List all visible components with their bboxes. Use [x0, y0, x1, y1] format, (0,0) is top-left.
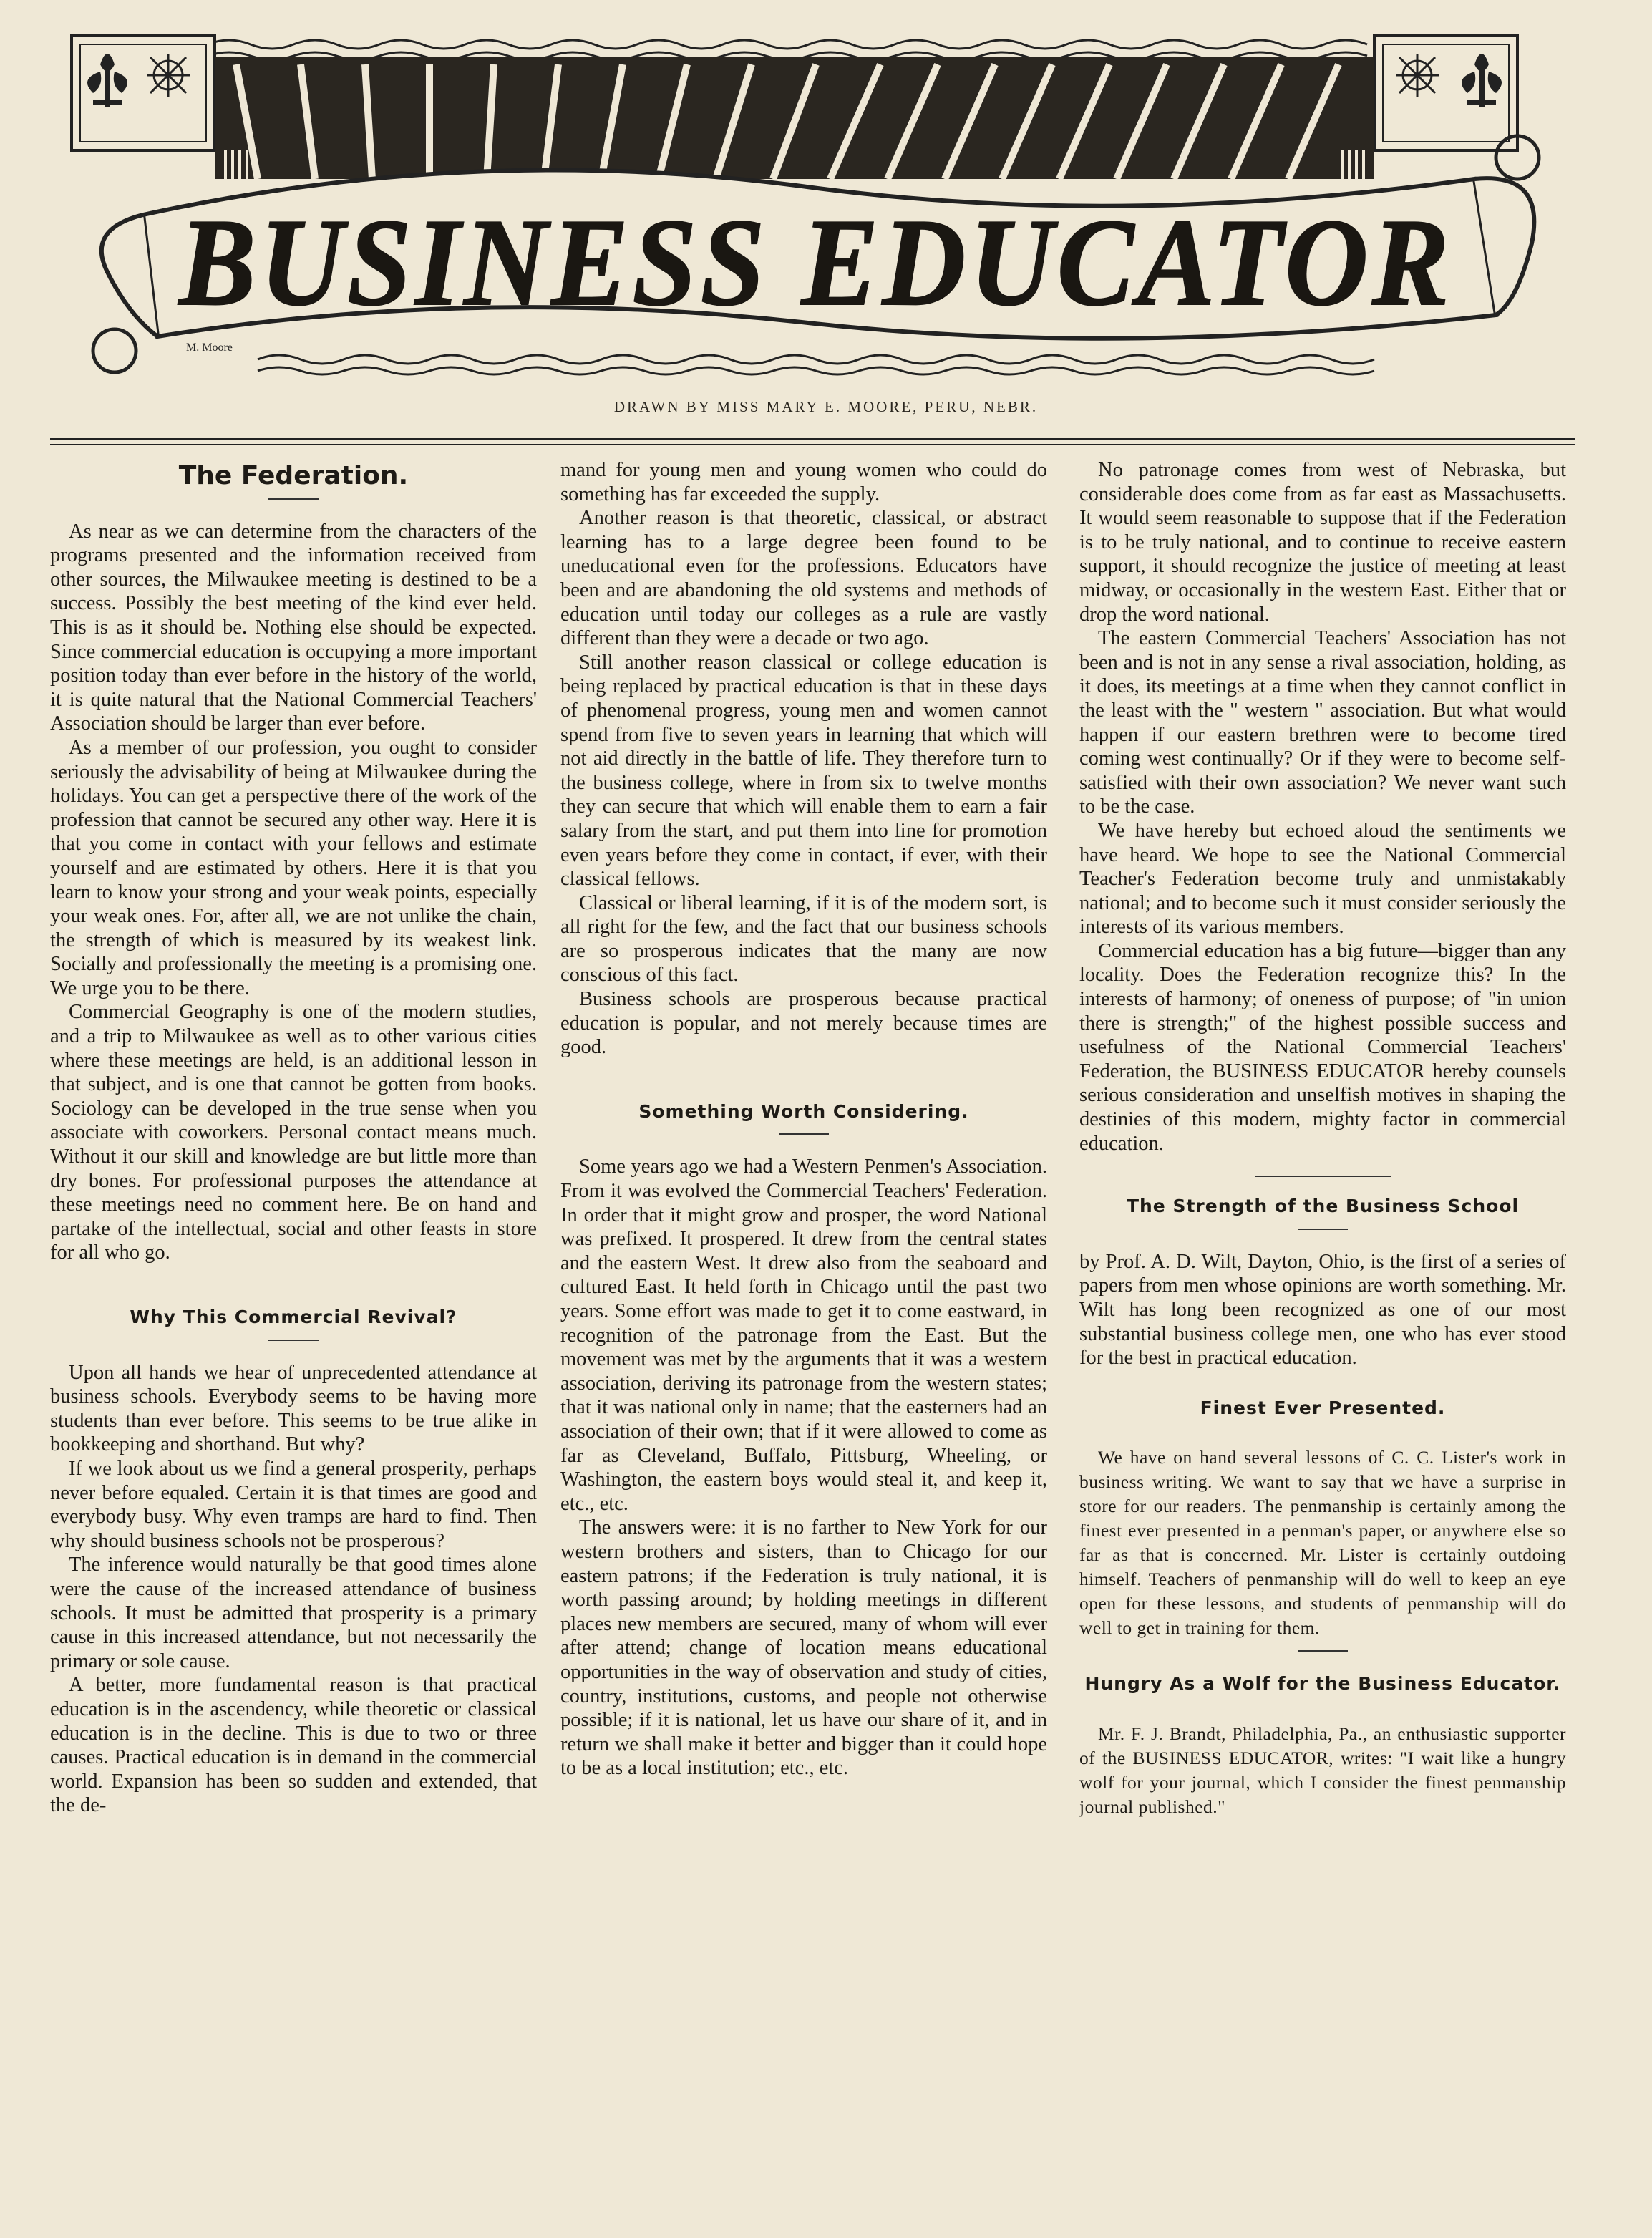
left-ornament-panel: [72, 36, 215, 150]
header-rule: [50, 438, 1575, 440]
paragraph: We have on hand several lessons of C. C. Lister's work in business writing. We want to say that we have a surprise in store for our readers. The penmanship is certainly among the finest ever presented in a penman's paper, or anywhere else so far as that is concerned. Mr. Lister is certainly outdoing himself. Teachers of penmanship will do well to keep an eye open for these lessons, and students of penmanship will do well to get in training for them.: [1079, 1447, 1566, 1639]
chain-border-top: [208, 40, 1367, 59]
paragraph: Upon all hands we hear of unprecedented attendance at business schools. Everybody seems to be having more students than ever before. This seems to be true alike in bookkeeping and shorthand. But why?: [50, 1361, 537, 1456]
paragraph: by Prof. A. D. Wilt, Dayton, Ohio, is the first of a series of papers from men whose opinions are worth something. Mr. Wilt has long been recognized as one of our most substantial business college men, one who has ever stood for the best in practical education.: [1079, 1250, 1566, 1370]
section-heading-finest: Finest Ever Presented.: [1200, 1397, 1446, 1418]
paragraph: A better, more fundamental reason is that practical education is in the ascendency, while theoretic or classical education is in the decline. This is due to two or three causes. Practical education is in demand in the commercial world. Expansion has been so sudden and extended, that the de-: [50, 1674, 537, 1817]
paragraph: The eastern Commercial Teachers' Association has not been and is not in any sense a rival association, holding, as it does, its meetings at a time when they cannot conflict in the least with the " western " association. But what would happen if our eastern brethren were to become tired coming west continually? Or if they were to become self-satisfied with their own association? We never want such to be the case.: [1079, 627, 1566, 818]
section-heading-hungry: Hungry As a Wolf for the Business Educator.: [1084, 1673, 1561, 1695]
paragraph: As near as we can determine from the characters of the programs presented and the information received from other sources, the Milwaukee meeting is destined to be a success. Possibly the best meeting of the kind ever held. This is as it should be. Nothing else should be expected. Since commercial education is occupying a more important position today than ever before in the history of the world, it is quite natural that the National Commercial Teachers' Association should be larger than ever before.: [50, 520, 537, 735]
paragraph: Still another reason classical or college education is being replaced by practical education is that in these days of phenomenal progress, young men and women cannot spend from five to seven years in learning that which will not aid directly in the battle of life. They therefore turn to the business college, where in from six to twelve months they can secure that which will enable them to earn a fair salary from the start, and put them into line for promotion even years before they come in contact, if ever, with their classical fellows.: [560, 651, 1047, 891]
star-ornament-icon: [147, 54, 190, 97]
section-heading-revival: Why This Commercial Revival?: [130, 1307, 457, 1327]
column-1: [50, 458, 537, 1818]
heading-rule: [1298, 1229, 1348, 1230]
heading-rule: [1298, 1650, 1348, 1652]
paragraph: Business schools are prosperous because practical education is popular, and not merely because times are good.: [560, 988, 1047, 1059]
paragraph: Commercial education has a big future—bigger than any locality. Does the Federation recognize this? In the interests of harmony; of oneness of purpose; of "in union there is strength;" of the highest possible success and usefulness of the National Commercial Teachers' Federation, the BUSINESS EDUCATOR hereby counsels serious consideration and unselfish motives in shaping the destinies of this modern, mighty factor in commercial education.: [1079, 939, 1566, 1155]
heading-rule: [268, 1340, 319, 1341]
paragraph: As a member of our profession, you ought to consider seriously the advisability of being at Milwaukee during the holidays. You can get a perspective there of the work of the profession that cannot be secured any other way. Here it is that you come in contact with your fellows and estimate yourself and are estimated by others. Here it is that you learn to know your strong and your weak points, especially your weak ones. For, after all, we are not unlike the chain, the strength of which is measured by its weakest link. Socially and professionally the meeting is a promising one. We urge you to be there.: [50, 736, 537, 999]
column-2: [560, 458, 1047, 1781]
right-ornament-panel: [1374, 36, 1517, 150]
paragraph: Commercial Geography is one of the modern studies, and a trip to Milwaukee as well as to other various cities where these meetings are held, is an additional lesson in that subject, and is one that cannot be gotten from books. Sociology can be developed in the true sense when you associate with coworkers. Personal contact means much. Without it our skill and knowledge are but little more than dry bones. For professional purposes the attendance at these meetings need no comment here. Be on hand and partake of the intellectual, social and other feasts in store for all who go.: [50, 1001, 537, 1264]
paragraph: No patronage comes from west of Nebraska, but considerable does come from as far east as Massachusetts. It would seem reasonable to suppose that if the Federation is to be truly national, and to continue to receive eastern support, it should recognize the justice of meeting at least midway, or occasionally in the western East. Either that or drop the word national.: [1079, 459, 1566, 626]
paragraph: Some years ago we had a Western Penmen's Association. From it was evolved the Commercial Teachers' Federation. In order that it might grow and prosper, the word National was prefixed. It prospered. It drew from the central states and the eastern West. It drew also from the seaboard and cultured East. It held forth in Chicago until the past two years. Some effort was made to get it to come eastward, in recognition of the patronage from the East. But the movement was met by the arguments that it was a western association, deriving its patronage from the western states; that it was national only in name; that the easterners had an association of their own; that if it were allowed to come as far as Cleveland, Buffalo, Pittsburg, Wheeling, or Washington, the eastern boys would steal it, and keep it, etc., etc.: [560, 1156, 1047, 1515]
paragraph: We have hereby but echoed aloud the sentiments we have heard. We hope to see the National Commercial Teacher's Federation become truly and unmistakably national; and to become such it must consider seriously the interests of its various members.: [1079, 819, 1566, 939]
paragraph: Another reason is that theoretic, classical, or abstract learning has to a large degree been found to be uneducational even for the professions. Educators have been and are abandoning the old systems and methods of education until today our colleges as a rule are vastly different than they were a decade or two ago.: [560, 507, 1047, 650]
column-3: [1079, 458, 1566, 1819]
sunburst-banner: [215, 57, 1374, 186]
paragraph: The answers were: it is no farther to New York for our western brothers and sisters, than to Chicago for our eastern patrons; if the Federation is truly national, it is worth passing around; by holding meetings in different places new members are secured, many of whom will ever after attend; change of location means educational opportunities in the way of observation and study of cities, country, institutions, customs, and people not otherwise possible; if it is national, let us have our share of it, and in return we shall make it better and bigger than it could hope to be as a local institution; etc., etc.: [560, 1516, 1047, 1780]
paragraph: The inference would naturally be that good times alone were the cause of the increased attendance of business schools. It must be admitted that prosperity is a primary cause in this increased attendance, but not necessarily the primary or sole cause.: [50, 1554, 537, 1672]
section-heading-strength: The Strength of the Business School: [1126, 1196, 1520, 1217]
masthead-title: BUSINESS EDUCATOR: [178, 193, 1454, 331]
heading-rule: [779, 1133, 829, 1135]
paragraph: mand for young men and young women who could do something has far exceeded the supply.: [560, 459, 1047, 505]
column-divider-rule: [1255, 1176, 1391, 1177]
paragraph: Classical or liberal learning, if it is of the modern sort, is all right for the few, and the fact that our business schools are so prosperous indicates that the many are now conscious of this fact.: [560, 891, 1047, 987]
section-heading-worth-considering: Something Worth Considering.: [638, 1100, 969, 1122]
paragraph: If we look about us we find a general prosperity, perhaps never before equaled. Certain it is that times are good and everybody busy. Why even tramps are hard to find. Then why should business schools not be prosperous?: [50, 1457, 537, 1552]
masthead-illustration: [43, 14, 1610, 387]
section-heading-federation: The Federation.: [178, 461, 409, 490]
heading-rule: [268, 498, 319, 500]
star-ornament-icon: [1396, 54, 1439, 97]
illustration-credit: DRAWN BY MISS MARY E. MOORE, PERU, NEBR.: [613, 398, 1039, 415]
artist-signature: M. Moore: [186, 341, 233, 354]
header-rule-thin: [50, 444, 1575, 445]
chain-border-bottom: [258, 355, 1374, 374]
paragraph: Mr. F. J. Brandt, Philadelphia, Pa., an enthusiastic supporter of the BUSINESS EDUCATOR, writes: "I wait like a hungry wolf for your journal, which I consider the finest penmanship journal published.": [1079, 1723, 1566, 1817]
